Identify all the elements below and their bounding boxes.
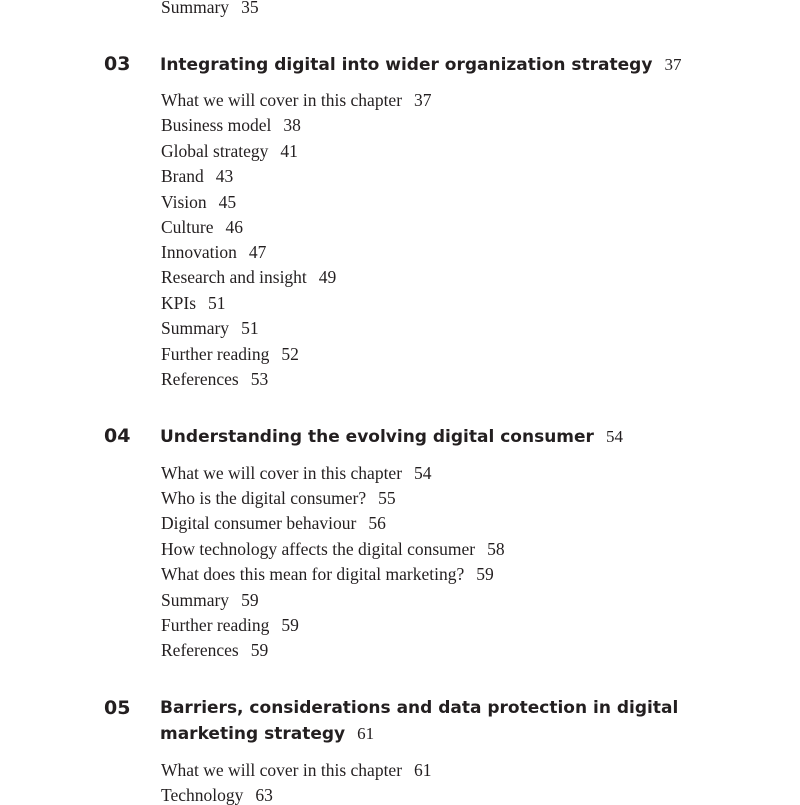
toc-entry-page: 51: [241, 318, 259, 338]
toc-entry[interactable]: [161, 760, 432, 780]
chapter-title-text: Integrating digital into wider organization strategy: [160, 55, 653, 75]
chapter-page: 54: [605, 427, 623, 446]
toc-entry-page: 41: [280, 141, 298, 161]
toc-entry[interactable]: [161, 141, 298, 161]
toc-entry-page: 52: [281, 344, 299, 364]
toc-entry-label: Business model: [161, 115, 272, 135]
toc-entry[interactable]: [161, 640, 268, 660]
toc-entry-page: 35: [241, 0, 259, 17]
toc-entry-page: 61: [414, 760, 432, 780]
toc-entry[interactable]: [161, 785, 273, 805]
toc-entry-label: What does this mean for digital marketing?: [161, 564, 465, 584]
toc-entry[interactable]: [161, 463, 432, 483]
toc-entry-label: KPIs: [161, 293, 197, 313]
toc-entry[interactable]: [161, 344, 299, 364]
toc-entry-label: How technology affects the digital consumer: [161, 539, 476, 559]
toc-entry-label: Further reading: [161, 615, 270, 635]
toc-entry-page: 38: [283, 115, 301, 135]
toc-entry[interactable]: [161, 564, 494, 584]
toc-entry-page: 59: [250, 640, 269, 660]
toc-entry-label: References: [161, 369, 239, 389]
toc-entry-page: 56: [368, 513, 386, 533]
toc-entry[interactable]: [161, 166, 233, 186]
toc-entry[interactable]: [161, 192, 236, 212]
toc-entry-label: Summary: [161, 318, 230, 338]
toc-entry-page: 55: [378, 488, 396, 508]
toc-entry[interactable]: [161, 488, 396, 508]
toc-entry-page: 59: [281, 615, 299, 635]
toc-entry-label: Who is the digital consumer?: [161, 488, 367, 508]
toc-entry-page: 45: [218, 192, 237, 212]
toc-entry[interactable]: [161, 115, 301, 135]
toc-entry-label: Brand: [161, 166, 204, 186]
toc-entry[interactable]: [161, 318, 259, 338]
toc-entry[interactable]: [161, 217, 243, 237]
toc-entry-label: Further reading: [161, 344, 270, 364]
toc-entry[interactable]: [161, 293, 226, 313]
chapter-page: 61: [357, 724, 375, 743]
toc-entry-page: 37: [414, 90, 432, 110]
toc-entry-label: References: [161, 640, 239, 660]
toc-entry-page: 49: [318, 267, 337, 287]
toc-entry[interactable]: [161, 615, 299, 635]
toc-entry[interactable]: [161, 0, 259, 17]
toc-entry-label: What we will cover in this chapter: [161, 463, 403, 483]
toc-entry-page: 47: [248, 242, 267, 262]
toc-entry-label: Summary: [161, 590, 230, 610]
toc-entry[interactable]: [161, 90, 432, 110]
chapter-title-text: Barriers, considerations and data protection in digital marketing strategy: [160, 698, 679, 744]
toc-entry-page: 58: [487, 539, 505, 559]
toc-entry[interactable]: [161, 539, 505, 559]
chapter-number: 03: [104, 53, 131, 75]
toc-entry-label: Research and insight: [161, 267, 307, 287]
toc-entry-label: Technology: [161, 785, 244, 805]
toc-entry-page: 53: [250, 369, 269, 389]
toc-entry-label: Innovation: [161, 242, 237, 262]
toc-entry-label: Summary: [161, 0, 230, 17]
toc-entry-page: 51: [208, 293, 226, 313]
chapter-title[interactable]: [160, 696, 720, 747]
toc-entry-page: 43: [215, 166, 234, 186]
toc-entry-label: Culture: [161, 217, 214, 237]
chapter-number: 05: [104, 697, 131, 719]
toc-entry-page: 54: [414, 463, 432, 483]
toc-entry-label: Global strategy: [161, 141, 269, 161]
toc-entry-label: What we will cover in this chapter: [161, 760, 403, 780]
toc-entry-page: 59: [476, 564, 494, 584]
chapter-page: 37: [664, 55, 682, 74]
toc-entry[interactable]: [161, 267, 336, 287]
toc-entry-label: What we will cover in this chapter: [161, 90, 403, 110]
toc-entry-page: 46: [225, 217, 243, 237]
chapter-title-text: Understanding the evolving digital consumer: [160, 427, 594, 447]
toc-entry[interactable]: [161, 590, 259, 610]
toc-entry-label: Vision: [161, 192, 207, 212]
chapter-title[interactable]: [160, 52, 720, 78]
toc-entry-label: Digital consumer behaviour: [161, 513, 357, 533]
toc-entry-page: 59: [241, 590, 259, 610]
toc-entry[interactable]: [161, 513, 386, 533]
chapter-title[interactable]: [160, 424, 720, 450]
toc-entry[interactable]: [161, 242, 266, 262]
toc-entry-page: 63: [255, 785, 273, 805]
toc-entry[interactable]: [161, 369, 268, 389]
chapter-number: 04: [104, 425, 131, 447]
